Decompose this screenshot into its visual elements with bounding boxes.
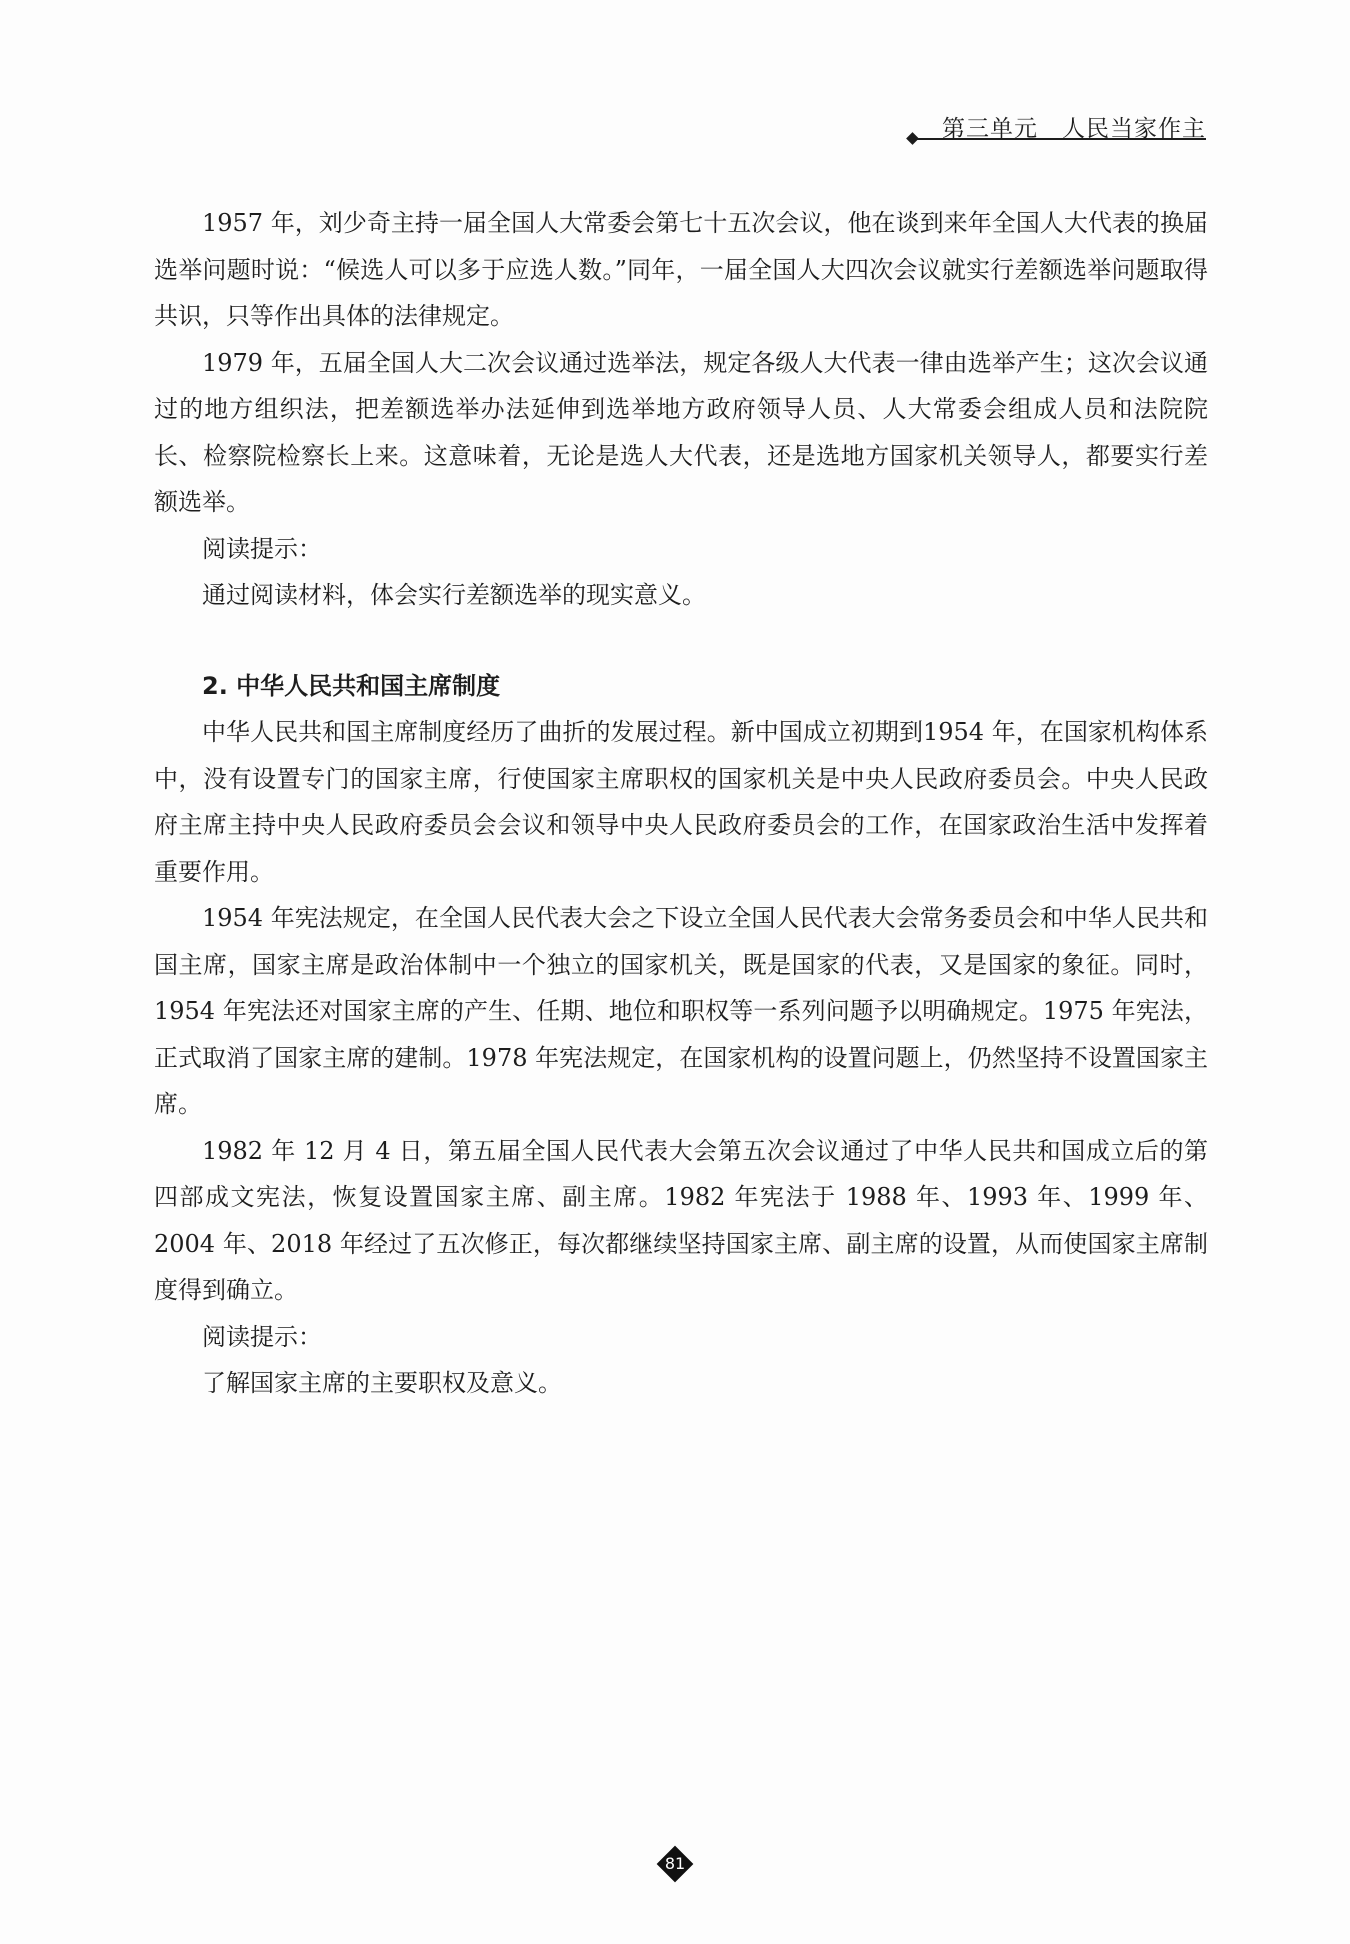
unit-title: 第三单元 人民当家作主 — [942, 116, 1206, 142]
paragraph: 1954 年宪法规定，在全国人民代表大会之下设立全国人民代表大会常务委员会和中华人民共和国主席，国家主席是政治体制中一个独立的国家机关，既是国家的代表，又是国家的象征。同时，1954 年宪法还对国家主席的产生、任期、地位和职权等一系列问题予以明确规定。1975 年宪法，正式取消了国家主席的建制。1978 年宪法规定，在国家机构的设置问题上，仍然坚持不设置国家主席。 — [154, 904, 1208, 1118]
page-number: 81 — [664, 1854, 686, 1873]
paragraph: 1982 年 12 月 4 日，第五届全国人民代表大会第五次会议通过了中华人民共和国成立后的第四部成文宪法，恢复设置国家主席、副主席。1982 年宪法于 1988 年、1993 年、1999 年、2004 年、2018 年经过了五次修正，每次都继续坚持国家主席、副主席的设置，从而使国家主席制度得到确立。 — [154, 1136, 1208, 1304]
page-number-badge — [657, 1846, 693, 1882]
reading-tip-text: 了解国家主席的主要职权及意义。 — [202, 1369, 562, 1397]
section-gap — [154, 619, 1208, 663]
paragraph: 1979 年，五届全国人大二次会议通过选举法，规定各级人大代表一律由选举产生；这次会议通过的地方组织法，把差额选举办法延伸到选举地方政府领导人员、人大常委会组成人员和法院院长、检察院检察长上来。这意味着，无论是选人大代表，还是选地方国家机关领导人，都要实行差额选举。 — [154, 348, 1208, 516]
reading-tip-text: 通过阅读材料，体会实行差额选举的现实意义。 — [202, 581, 706, 609]
section-title: 2. 中华人民共和国主席制度 — [202, 671, 501, 700]
paragraph: 1957 年，刘少奇主持一届全国人大常委会第七十五次会议，他在谈到来年全国人大代表的换届选举问题时说：“候选人可以多于应选人数。”同年，一届全国人大四次会议就实行差额选举问题取得共识，只等作出具体的法律规定。 — [154, 209, 1208, 330]
page-header — [906, 108, 1206, 144]
reading-tip-label: 阅读提示： — [202, 534, 322, 563]
reading-tip-label: 阅读提示： — [202, 1322, 322, 1351]
page-content — [154, 200, 1208, 1407]
paragraph: 中华人民共和国主席制度经历了曲折的发展过程。新中国成立初期到1954 年，在国家机构体系中，没有设置专门的国家主席，行使国家主席职权的国家机关是中央人民政府委员会。中央人民政府主席主持中央人民政府委员会会议和领导中央人民政府委员会的工作，在国家政治生活中发挥着重要作用。 — [154, 718, 1208, 886]
